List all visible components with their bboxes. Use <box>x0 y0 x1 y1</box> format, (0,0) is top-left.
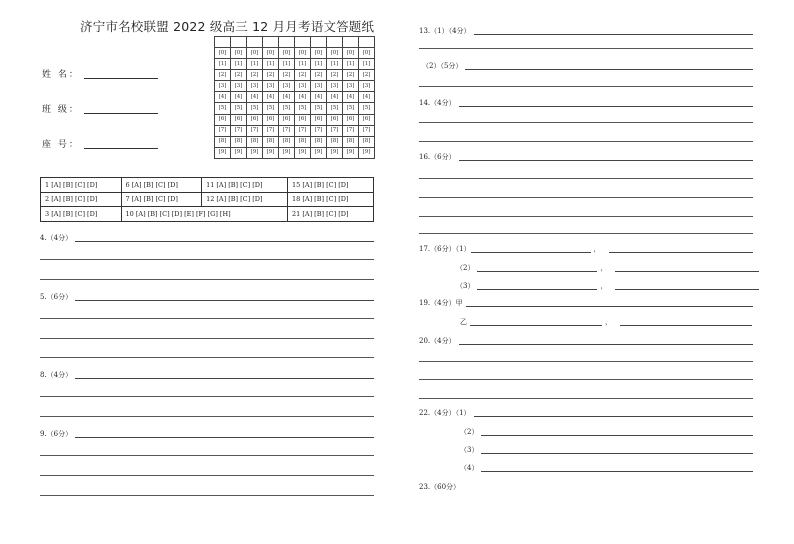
id-bubble[interactable]: [5] <box>327 103 343 114</box>
answer-line[interactable] <box>419 379 753 380</box>
answer-line[interactable] <box>40 338 374 339</box>
id-bubble[interactable]: [3] <box>247 81 263 92</box>
answer-line[interactable] <box>474 34 753 35</box>
id-bubble[interactable]: [9] <box>311 147 327 158</box>
question-17-3[interactable] <box>456 281 759 291</box>
id-bubble[interactable]: [6] <box>359 114 375 125</box>
question-13-1-label: 13.（1）（4分） <box>419 27 471 35</box>
id-bubble[interactable]: [6] <box>279 114 295 125</box>
id-bubble[interactable]: [7] <box>215 125 231 136</box>
id-write-cell[interactable] <box>343 37 359 48</box>
question-22-1[interactable] <box>419 408 753 418</box>
id-bubble[interactable]: [5] <box>311 103 327 114</box>
id-bubble[interactable]: [8] <box>359 136 375 147</box>
id-bubble[interactable]: [0] <box>231 48 247 59</box>
seat-label: 座 号： <box>42 140 80 150</box>
answer-line[interactable] <box>419 122 753 123</box>
id-bubble[interactable]: [4] <box>327 92 343 103</box>
answer-line[interactable] <box>75 300 374 301</box>
answer-line[interactable] <box>419 141 753 142</box>
question-4[interactable] <box>40 233 374 243</box>
id-bubble[interactable]: [1] <box>343 59 359 70</box>
id-bubble[interactable]: [6] <box>311 114 327 125</box>
question-23-label: 23.（60分） <box>419 483 461 491</box>
id-bubble[interactable]: [9] <box>231 147 247 158</box>
objective-row <box>41 192 374 207</box>
id-bubble[interactable]: [7] <box>247 125 263 136</box>
question-17-1-label: 17.（6分）（1） <box>419 245 471 253</box>
answer-line[interactable] <box>465 69 753 70</box>
objective-cell[interactable]: 10 [A] [B] [C] [D] [E] [F] [G] [H] <box>121 207 287 222</box>
question-20[interactable] <box>419 336 753 346</box>
id-bubble[interactable]: [8] <box>327 136 343 147</box>
id-bubble[interactable]: [6] <box>263 114 279 125</box>
answer-line[interactable] <box>40 475 374 476</box>
id-bubble[interactable]: [4] <box>247 92 263 103</box>
question-22-1-label: 22.（4分）（1） <box>419 409 471 417</box>
id-bubble[interactable]: [5] <box>215 103 231 114</box>
id-bubble[interactable]: [2] <box>247 70 263 81</box>
objective-cell[interactable]: 11 [A] [B] [C] [D] <box>202 178 288 193</box>
id-write-cell[interactable] <box>215 37 231 48</box>
id-bubble[interactable]: [2] <box>263 70 279 81</box>
id-bubble[interactable]: [8] <box>311 136 327 147</box>
answer-line[interactable] <box>75 437 374 438</box>
answer-line[interactable] <box>459 344 753 345</box>
id-bubble[interactable]: [0] <box>311 48 327 59</box>
id-bubble[interactable]: [5] <box>263 103 279 114</box>
question-22-4-label: （4） <box>460 464 479 472</box>
id-bubble[interactable]: [1] <box>359 59 375 70</box>
id-bubble[interactable]: [2] <box>215 70 231 81</box>
question-17-1[interactable] <box>419 244 753 254</box>
id-bubble[interactable]: [2] <box>343 70 359 81</box>
id-digit-row <box>215 48 375 59</box>
id-bubble[interactable]: [1] <box>311 59 327 70</box>
id-bubble[interactable]: [9] <box>215 147 231 158</box>
id-bubble[interactable]: [8] <box>343 136 359 147</box>
comma-separator: ， <box>605 318 612 326</box>
question-19-label: 19.（4分）甲 <box>419 299 463 307</box>
question-22-3-label: （3） <box>460 446 479 454</box>
id-bubble[interactable]: [1] <box>279 59 295 70</box>
objective-cell[interactable]: 18 [A] [B] [C] [D] <box>288 192 374 207</box>
id-bubble[interactable]: [7] <box>343 125 359 136</box>
answer-line[interactable] <box>419 361 753 362</box>
question-19-yi[interactable] <box>460 317 752 327</box>
id-bubble[interactable]: [9] <box>247 147 263 158</box>
id-bubble[interactable]: [8] <box>247 136 263 147</box>
name-label: 姓 名： <box>42 70 80 80</box>
answer-blank[interactable] <box>477 289 597 290</box>
answer-line[interactable] <box>474 416 753 417</box>
id-digit-row <box>215 103 375 114</box>
id-bubble[interactable]: [0] <box>295 48 311 59</box>
question-17-2[interactable] <box>456 263 759 273</box>
id-bubble[interactable]: [7] <box>327 125 343 136</box>
id-bubble[interactable]: [5] <box>279 103 295 114</box>
objective-cell[interactable]: 2 [A] [B] [C] [D] <box>41 192 122 207</box>
name-input-line[interactable] <box>84 78 158 79</box>
id-digit-row <box>215 136 375 147</box>
question-16-label: 16.（6分） <box>419 153 456 161</box>
id-bubble[interactable]: [6] <box>327 114 343 125</box>
id-bubble[interactable]: [0] <box>247 48 263 59</box>
question-13-2-label: （2）（5分） <box>422 62 463 70</box>
comma-separator: ， <box>600 282 608 290</box>
id-bubble[interactable]: [9] <box>295 147 311 158</box>
question-19-yi-label: 乙 <box>460 318 467 326</box>
id-bubble[interactable]: [4] <box>343 92 359 103</box>
id-bubble[interactable]: [4] <box>215 92 231 103</box>
question-23 <box>419 482 460 492</box>
question-9[interactable] <box>40 429 374 439</box>
id-bubble[interactable]: [5] <box>295 103 311 114</box>
question-4-label: 4.（4分） <box>40 234 73 242</box>
question-13-1[interactable] <box>419 26 753 36</box>
answer-line[interactable] <box>40 318 374 319</box>
id-write-row <box>215 37 375 48</box>
id-bubble[interactable]: [2] <box>295 70 311 81</box>
id-bubble[interactable]: [9] <box>279 147 295 158</box>
answer-line[interactable] <box>419 233 753 234</box>
question-19[interactable] <box>419 298 753 308</box>
id-bubble[interactable]: [1] <box>215 59 231 70</box>
id-bubble[interactable]: [7] <box>359 125 375 136</box>
answer-line[interactable] <box>40 495 374 496</box>
id-bubble[interactable]: [2] <box>231 70 247 81</box>
id-bubble[interactable]: [4] <box>263 92 279 103</box>
class-input-line[interactable] <box>84 113 158 114</box>
id-bubble[interactable]: [8] <box>295 136 311 147</box>
answer-line[interactable] <box>40 357 374 358</box>
id-bubble[interactable]: [2] <box>279 70 295 81</box>
answer-blank[interactable] <box>470 325 602 326</box>
id-bubble[interactable]: [6] <box>295 114 311 125</box>
question-22-3[interactable] <box>460 445 753 455</box>
id-bubble[interactable]: [7] <box>231 125 247 136</box>
id-digit-row <box>215 125 375 136</box>
id-bubble[interactable]: [8] <box>279 136 295 147</box>
answer-blank[interactable] <box>620 325 752 326</box>
id-bubble[interactable]: [0] <box>279 48 295 59</box>
id-bubble[interactable]: [0] <box>343 48 359 59</box>
id-bubble[interactable]: [0] <box>263 48 279 59</box>
id-write-cell[interactable] <box>311 37 327 48</box>
question-8[interactable] <box>40 370 374 380</box>
id-bubble[interactable]: [3] <box>343 81 359 92</box>
id-bubble[interactable]: [4] <box>279 92 295 103</box>
id-bubble[interactable]: [3] <box>359 81 375 92</box>
id-write-cell[interactable] <box>231 37 247 48</box>
answer-line[interactable] <box>40 416 374 417</box>
answer-line[interactable] <box>419 398 753 399</box>
question-8-label: 8.（4分） <box>40 371 73 379</box>
id-bubble[interactable]: [4] <box>359 92 375 103</box>
objective-row <box>41 207 374 222</box>
objective-cell[interactable]: 6 [A] [B] [C] [D] <box>121 178 202 193</box>
id-bubble[interactable]: [3] <box>215 81 231 92</box>
id-bubble[interactable]: [7] <box>311 125 327 136</box>
answer-line[interactable] <box>75 378 374 379</box>
id-bubble[interactable]: [6] <box>231 114 247 125</box>
id-digit-row <box>215 59 375 70</box>
id-write-cell[interactable] <box>263 37 279 48</box>
id-bubble[interactable]: [7] <box>295 125 311 136</box>
answer-line[interactable] <box>419 216 753 217</box>
seat-field[interactable] <box>42 137 158 150</box>
objective-cell[interactable]: 15 [A] [B] [C] [D] <box>288 178 374 193</box>
objective-answer-table <box>40 177 374 222</box>
id-bubble[interactable]: [5] <box>231 103 247 114</box>
answer-line[interactable] <box>481 435 753 436</box>
question-16[interactable] <box>419 152 753 162</box>
id-bubble[interactable]: [4] <box>295 92 311 103</box>
id-write-cell[interactable] <box>327 37 343 48</box>
id-bubble[interactable]: [8] <box>263 136 279 147</box>
question-17-3-label: （3） <box>456 282 475 290</box>
id-write-cell[interactable] <box>359 37 375 48</box>
id-digit-row <box>215 70 375 81</box>
id-bubble[interactable]: [1] <box>231 59 247 70</box>
id-bubble[interactable]: [5] <box>359 103 375 114</box>
question-20-label: 20.（4分） <box>419 337 456 345</box>
comma-separator: ， <box>600 264 608 272</box>
question-5[interactable] <box>40 292 374 302</box>
answer-line[interactable] <box>40 259 374 260</box>
id-bubble[interactable]: [1] <box>295 59 311 70</box>
class-field[interactable] <box>42 102 158 115</box>
answer-blank[interactable] <box>615 289 759 290</box>
id-bubble[interactable]: [3] <box>327 81 343 92</box>
objective-cell[interactable]: 1 [A] [B] [C] [D] <box>41 178 122 193</box>
id-bubble[interactable]: [0] <box>215 48 231 59</box>
objective-cell[interactable]: 12 [A] [B] [C] [D] <box>202 192 288 207</box>
id-bubble[interactable]: [9] <box>359 147 375 158</box>
question-22-2[interactable] <box>460 427 753 437</box>
answer-blank[interactable] <box>615 271 759 272</box>
id-bubble[interactable]: [8] <box>215 136 231 147</box>
objective-cell[interactable]: 3 [A] [B] [C] [D] <box>41 207 122 222</box>
question-14[interactable] <box>419 98 753 108</box>
id-bubble[interactable]: [8] <box>231 136 247 147</box>
question-17-2-label: （2） <box>456 264 475 272</box>
id-digit-row <box>215 114 375 125</box>
objective-cell[interactable]: 7 [A] [B] [C] [D] <box>121 192 202 207</box>
answer-line[interactable] <box>419 48 753 49</box>
question-9-label: 9.（6分） <box>40 430 73 438</box>
id-bubble[interactable]: [4] <box>311 92 327 103</box>
id-bubble[interactable]: [2] <box>359 70 375 81</box>
seat-input-line[interactable] <box>84 148 158 149</box>
id-bubble[interactable]: [3] <box>231 81 247 92</box>
id-write-cell[interactable] <box>247 37 263 48</box>
answer-line[interactable] <box>40 279 374 280</box>
question-22-4[interactable] <box>460 463 753 473</box>
objective-row <box>41 178 374 193</box>
answer-line[interactable] <box>481 453 753 454</box>
id-write-cell[interactable] <box>279 37 295 48</box>
id-bubble[interactable]: [4] <box>231 92 247 103</box>
id-bubble[interactable]: [5] <box>247 103 263 114</box>
id-bubble[interactable]: [7] <box>279 125 295 136</box>
id-bubble[interactable]: [2] <box>327 70 343 81</box>
comma-separator: ， <box>593 245 601 253</box>
answer-blank[interactable] <box>609 252 753 253</box>
id-bubble[interactable]: [7] <box>263 125 279 136</box>
id-write-cell[interactable] <box>295 37 311 48</box>
id-bubble[interactable]: [9] <box>327 147 343 158</box>
id-bubble[interactable]: [6] <box>343 114 359 125</box>
answer-line[interactable] <box>419 178 753 179</box>
id-bubble[interactable]: [3] <box>311 81 327 92</box>
id-digit-row <box>215 147 375 158</box>
id-bubble[interactable]: [6] <box>215 114 231 125</box>
answer-line[interactable] <box>466 306 753 307</box>
answer-line[interactable] <box>419 86 753 87</box>
id-bubble[interactable]: [9] <box>263 147 279 158</box>
answer-line[interactable] <box>40 455 374 456</box>
answer-line[interactable] <box>459 160 753 161</box>
id-bubble[interactable]: [3] <box>263 81 279 92</box>
id-bubble[interactable]: [5] <box>343 103 359 114</box>
id-bubble[interactable]: [0] <box>327 48 343 59</box>
question-13-2[interactable] <box>422 61 753 71</box>
answer-line[interactable] <box>481 471 753 472</box>
id-bubble[interactable]: [3] <box>279 81 295 92</box>
answer-line[interactable] <box>75 241 374 242</box>
id-bubble[interactable]: [2] <box>311 70 327 81</box>
answer-line[interactable] <box>40 396 374 397</box>
answer-line[interactable] <box>459 106 753 107</box>
objective-cell[interactable]: 21 [A] [B] [C] [D] <box>288 207 374 222</box>
id-bubble[interactable]: [1] <box>327 59 343 70</box>
answer-blank[interactable] <box>471 252 591 253</box>
id-bubble[interactable]: [1] <box>263 59 279 70</box>
id-bubble[interactable]: [9] <box>343 147 359 158</box>
id-digit-row <box>215 81 375 92</box>
id-bubble[interactable]: [1] <box>247 59 263 70</box>
id-bubble[interactable]: [3] <box>295 81 311 92</box>
question-14-label: 14.（4分） <box>419 99 456 107</box>
id-digit-row <box>215 92 375 103</box>
class-label: 班 级： <box>42 105 80 115</box>
sheet-title: 济宁市名校联盟 2022 级高三 12 月月考语文答题纸 <box>80 19 375 34</box>
id-bubble[interactable]: [6] <box>247 114 263 125</box>
answer-line[interactable] <box>419 197 753 198</box>
answer-blank[interactable] <box>477 271 597 272</box>
name-field[interactable] <box>42 67 158 80</box>
question-22-2-label: （2） <box>460 428 479 436</box>
question-5-label: 5.（6分） <box>40 293 73 301</box>
student-number-grid <box>214 36 375 159</box>
id-bubble[interactable]: [0] <box>359 48 375 59</box>
